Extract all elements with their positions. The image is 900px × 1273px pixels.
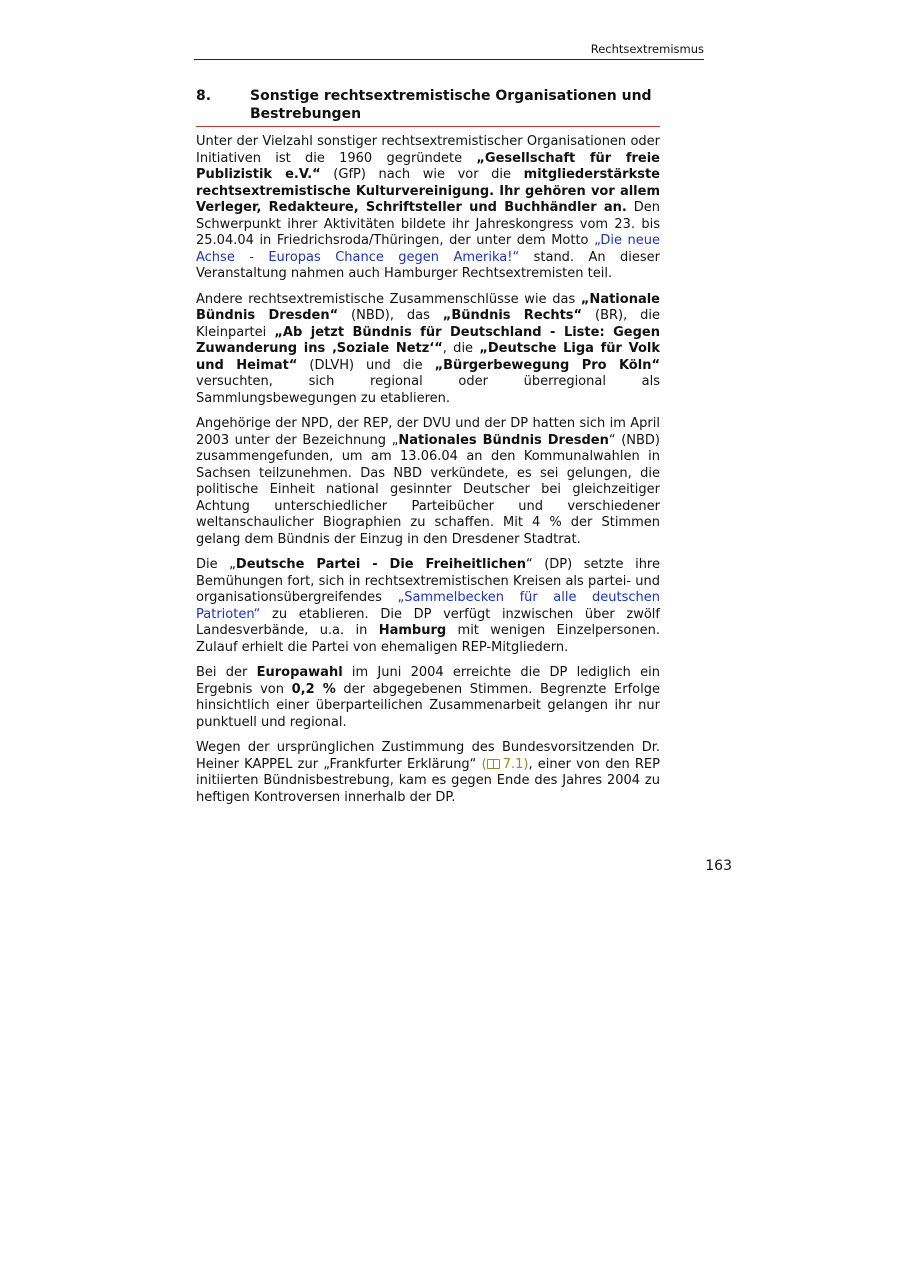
org-name-nbd: Nationales Bündnis Dresden [398,432,609,448]
book-icon [487,759,500,769]
emphasis-percentage: 0,2 % [291,681,336,697]
text-run: Andere rechtsextremistische Zusammenschlüsse wie das [196,291,581,307]
slogan-link[interactable]: „Sammelbecken für alle deutschen Patrioten“ [196,590,660,622]
text-run: zu etablieren. Die DP verfügt inzwischen über zwölf Landesverbände, u.a. in [196,606,660,638]
org-name-pro-koeln: „Bürgerbewegung Pro Köln“ [434,357,660,373]
running-header [194,42,704,60]
text-run: (NBD), das [338,308,443,323]
text-run: “ (NBD) zusammengefunden, um am 13.06.04 an den Kommunalwahlen in Sachsen teilzunehmen. Das NBD verkündete, es sei gelungen, die politische Einheit national gesinnter Deutscher bei gleichzeitiger Achtung unterschiedlicher Parteibücher und verschiedener weltanschaulicher Biographien zu schaffen. Mit 4 % der Stimmen gelang dem Bündnis der Einzug in den Dresdener Stadtrat. [196,432,660,547]
org-name-br: „Bündnis Rechts“ [442,308,583,323]
text-run: , einer von den REP initiierten Bündnisbestrebung, kam es gegen Ende des Jahres 2004 zu heftigen Kontroversen innerhalb der DP. [196,756,660,805]
page-number: 163 [705,858,732,874]
paragraph-europawahl [196,665,660,731]
text-run: Wegen der ursprünglichen Zustimmung des Bundesvorsitzenden Dr. Heiner KAPPEL zur „Frankfurter Erklärung“ [196,740,660,772]
text-run: Bei der [196,665,257,680]
org-name-dlvh: „Deutsche Liga für Volk und Heimat“ [196,341,660,373]
text-run: Die „ [196,557,236,572]
text-run: der abgegebenen Stimmen. Begrenzte Erfolge hinsichtlich einer überparteilichen Zusammenarbeit gelangen ihr nur punktuell und regional. [196,681,660,730]
text-run: , die [442,341,480,356]
org-name-nbd: „Nationale Bündnis Dresden“ [196,291,660,323]
org-name-dp: Deutsche Partei - Die Freiheitlichen [235,557,526,572]
section-heading [196,87,660,127]
motto-link[interactable]: „Die neue Achse - Europas Chance gegen Amerika!“ [196,233,660,265]
org-name-gfp: „Gesellschaft für freie Publizistik e.V.“ [196,150,660,182]
text-run: mit wenigen Einzelpersonen. Zulauf erhielt die Partei von ehemaligen REP-Mitgliedern. [196,623,660,655]
xref-label: 7.1) [502,756,529,772]
running-title: Rechtsextremismus [590,42,704,56]
text-run: stand. An dieser Veranstaltung nahmen auch Hamburger Rechtsextremisten teil. [196,249,661,281]
text-run: (GfP) nach wie vor die [320,167,524,182]
text-run: versuchten, sich regional oder überregional als Sammlungsbewegungen zu etablieren. [196,374,660,406]
text-run: im Juni 2004 erreichte die DP lediglich ein Ergebnis von [196,665,661,697]
body-text [196,134,660,815]
place-name-hamburg: Hamburg [378,623,447,638]
paragraph-zusammenschluesse [196,292,660,408]
text-run: (BR), die Kleinpartei [196,308,661,340]
paragraph-kappel [196,740,660,806]
paragraph-dp [196,557,660,656]
cross-reference-link[interactable] [482,757,529,772]
text-run: Den Schwerpunkt ihrer Aktivitäten bildete ihr Jahreskongress vom 23. bis 25.04.04 in Friedrichsroda/Thüringen, der unter dem Motto [196,200,660,248]
org-name-ab-jetzt: „Ab jetzt Bündnis für Deutschland - Liste: Gegen Zuwanderung ins ‚Soziale Netz‘“ [196,324,661,356]
paragraph-nbd [196,416,660,548]
section-number: 8. [196,88,212,104]
paragraph-gfp [196,134,660,283]
emphasis-text: mitgliederstärkste rechtsextremistische Kulturvereinigung. Ihr gehören vor allem Verleger, Redakteure, Schriftsteller und Buchhändler an. [196,167,660,215]
emphasis-europawahl: Europawahl [256,665,343,680]
text-run: (DLVH) und die [297,357,435,373]
text-run: “ (DP) setzte ihre Bemühungen fort, sich in rechtsextremistischen Kreisen als partei- und organisationsübergreifendes [196,557,660,605]
section-title: Sonstige rechtsextremistische Organisationen und Bestrebungen [250,88,652,122]
text-run: Unter der Vielzahl sonstiger rechtsextremistischer Organisationen oder Initiativen ist die 1960 gegründete [196,134,660,166]
text-run: Angehörige der NPD, der REP, der DVU und der DP hatten sich im April 2003 unter der Bezeichnung „ [196,416,660,448]
xref-paren: ( [481,756,487,772]
